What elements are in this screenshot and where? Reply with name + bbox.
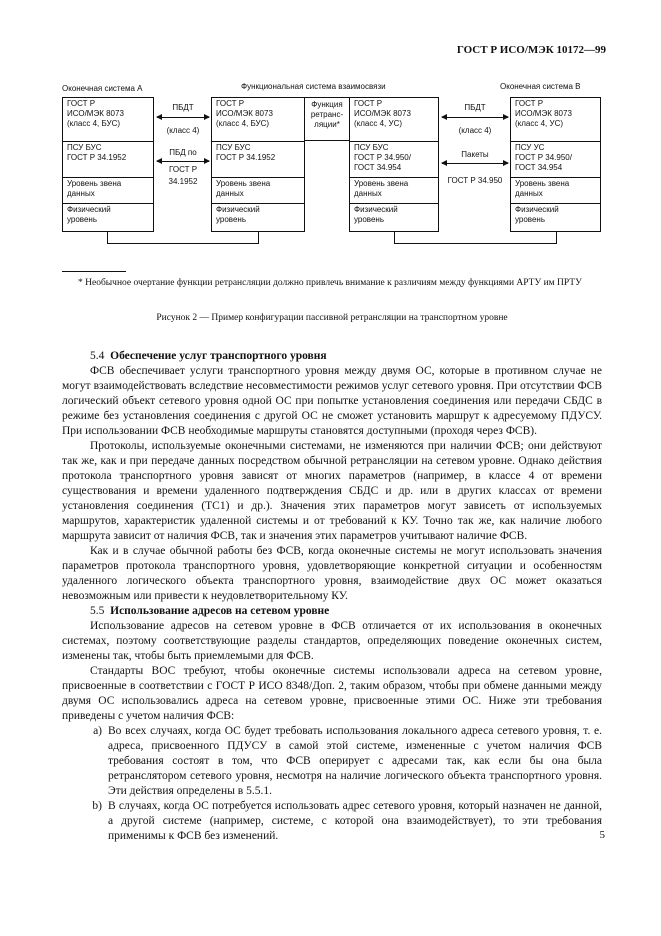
stack-d-physical: Физический уровень	[515, 205, 559, 224]
phys-line-b	[258, 232, 259, 243]
link1-label-bottom: (класс 4)	[166, 126, 200, 135]
link4-label-bottom: ГОСТ Р 34.950	[447, 176, 503, 185]
stack-d-transport: ГОСТ Р ИСО/МЭК 8073 (класс 4, УС)	[511, 98, 600, 142]
label-fsv: Функциональная система взаимосвязи	[241, 82, 386, 91]
stack-a-network: ПСУ БУС ГОСТ Р 34.1952	[63, 142, 153, 178]
phys-line-a	[107, 232, 108, 243]
footnote-rule	[62, 271, 126, 272]
link3-label-top: ПБДТ	[464, 103, 486, 112]
link3-label-bottom: (класс 4)	[458, 126, 492, 135]
protocol-stack-a	[62, 97, 154, 232]
protocol-stack-b	[211, 97, 305, 232]
stack-c-transport: ГОСТ Р ИСО/МЭК 8073 (класс 4, УС)	[350, 98, 438, 142]
list-item-a: a) Во всех случаях, когда ОС будет требовать использования локального адреса сетевого уровня, т. е. адреса, присвоенного ПДУСУ в самой этой системе, измененные с учетом наличия ФСВ требования состоят в том, что ФСВ оперирует с адресами так, как если бы она была ретранслятором сетевого уровня, несмотря на наличие логического объекта транспортного уровня. Эти действия определены в 5.5.1.	[93, 725, 602, 797]
link2-label-bottom: 34.1952	[168, 177, 198, 186]
link2-label-mid: ГОСТ Р	[168, 165, 198, 174]
label-end-system-b: Оконечная система В	[500, 82, 581, 91]
phys-link-cd	[394, 243, 557, 244]
section-5-4-para-3: Как и в случае обычной работы без ФСВ, когда оконечные системы не могут использовать значения параметров протокола транспортного уровня, удовлетворяющие конкретной ситуации и особенностям удаленного логического объекта транспортного уровня, взаимодействие двух ОС может оказаться невозможным или привести к неудовлетворительному КУ.	[62, 545, 602, 602]
stack-c-datalink: Уровень звена данных	[350, 178, 438, 204]
body-text	[62, 349, 602, 844]
link4-arrow	[442, 163, 508, 164]
link1-label-top: ПБДТ	[172, 103, 194, 112]
link1-arrow	[157, 117, 209, 118]
phys-line-d	[556, 232, 557, 243]
link2-label-top: ПБД по	[169, 148, 197, 157]
stack-a-datalink: Уровень звена данных	[63, 178, 153, 204]
relay-function-label: Функция ретранс- ляции*	[310, 100, 344, 129]
protocol-stack-d	[510, 97, 601, 232]
section-5-4-para-2: Протоколы, используемые оконечными системами, не изменяются при наличии ФСВ; они действуют так же, как и при передаче данных посредством обычной ретрансляции на сетевом уровне. Однако действия протокола транспортного уровня зависят от многих параметров (например, в классе 4 от времени существования и времени удаленного подтверждения СБДС и др. или в других классах от времени установления соединения (ТС1) и др.). Значения этих параметров могут зависеть от используемых маршрутов, характеристик удаленной системы и от требований к КУ. Точно так же, как наличие любого маршрута зависит от наличия ФСВ, так и значения этих параметров учитывают наличие ФСВ.	[62, 440, 602, 542]
link4-label-top: Пакеты	[461, 150, 489, 159]
stack-b-physical: Физический уровень	[216, 205, 260, 224]
list-item-b: b) В случаях, когда ОС потребуется использовать адрес сетевого уровня, который назначен не данной, а другой системе (например, системе, с которой она взаимодействует), то эти требования применимы к ФСВ без изменений.	[92, 800, 602, 842]
figure-caption: Рисунок 2 — Пример конфигурации пассивной ретрансляции на транспортном уровне	[156, 313, 508, 323]
stack-c-network: ПСУ БУС ГОСТ Р 34.950/ ГОСТ 34.954	[350, 142, 438, 178]
phys-link-ab	[107, 243, 259, 244]
protocol-stack-c	[349, 97, 439, 232]
section-5-5-para-2: Стандарты ВОС требуют, чтобы оконечные системы использовали адреса на сетевом уровне, присвоенные в соответствии с ГОСТ Р ИСО 8348/Доп. 2, таким образом, чтобы при обмене данными между двумя ОС использовались адреса на сетевом уровне, присвоенные этими ОС. Ниже эти требования приведены с учетом наличия ФСВ:	[62, 665, 602, 722]
section-5-5-heading: 5.5 Использование адресов на сетевом уровне	[90, 605, 330, 617]
stack-a-physical: Физический уровень	[67, 205, 111, 224]
stack-d-network: ПСУ УС ГОСТ Р 34.950/ ГОСТ 34.954	[511, 142, 600, 178]
stack-c-physical: Физический уровень	[354, 205, 398, 224]
relay-function-box	[305, 97, 349, 141]
running-header: ГОСТ Р ИСО/МЭК 10172—99	[456, 44, 606, 56]
stack-d-datalink: Уровень звена данных	[511, 178, 600, 204]
link2-arrow	[157, 161, 209, 162]
phys-line-c	[394, 232, 395, 243]
stack-b-transport: ГОСТ Р ИСО/МЭК 8073 (класс 4, БУС)	[212, 98, 304, 142]
stack-b-network: ПСУ БУС ГОСТ Р 34.1952	[212, 142, 304, 178]
stack-b-datalink: Уровень звена данных	[212, 178, 304, 204]
section-5-5-para-1: Использование адресов на сетевом уровне в ФСВ отличается от их использования в оконечных системах, поэтому соответствующие разделы стандартов, определяющих поведение оконечных систем, изменены так, чтобы быть приемлемыми для ФСВ.	[62, 620, 602, 662]
figure-footnote: * Необычное очертание функции ретрансляции должно привлечь внимание к различиям между функциями АРТУ им ПРТУ	[78, 278, 582, 288]
stack-a-transport: ГОСТ Р ИСО/МЭК 8073 (класс 4, БУС)	[63, 98, 153, 142]
section-5-4-para-1: ФСВ обеспечивает услуги транспортного уровня между двумя ОС, которые в противном случае не могут взаимодействовать вследствие несовместимости режимов услуг сетевого уровня. При отсутствии ФСВ логический объект сетевого уровня одной ОС при попытке установления соединения или передачи СБДС в режиме без установления соединения с другой ОС не сможет установить маршрут к адресуемому ПДУСУ. При использовании ФСВ необходимые маршруты становятся доступными (проходя через ФСВ).	[62, 365, 602, 437]
page-number: 5	[599, 829, 605, 841]
section-5-4-heading: 5.4 Обеспечение услуг транспортного уровня	[90, 350, 327, 362]
label-end-system-a: Оконечная система А	[62, 84, 143, 93]
link3-arrow	[442, 117, 508, 118]
